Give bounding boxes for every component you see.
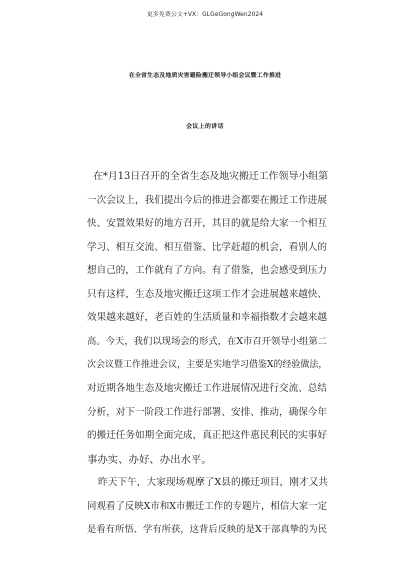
body-text-line: 学习、相互交流、相互借鉴、比学赶超的机会，看别人的 bbox=[87, 242, 327, 253]
document-title-line-1: 在全省生态及地质灾害避险搬迁领导小组会议暨工作推进 bbox=[128, 73, 282, 79]
body-text-line: 事办实、办好、办出水平。 bbox=[87, 454, 212, 466]
header-note: 更多免费公文+VX：GLGeGongWen2024 bbox=[146, 12, 264, 18]
body-text-line: 在*月13日召开的全省生态及地灾搬迁工作领导小组第 bbox=[93, 171, 328, 182]
body-text-line: 的搬迁任务如期全面完成，真正把这件惠民利民的实事好 bbox=[87, 430, 327, 441]
body-text-line: 分析，对下一阶段工作进行部署、安排、推动，确保今年 bbox=[87, 407, 327, 418]
body-text-line: 快、安置效果好的地方召开，其目的就是给大家一个相互 bbox=[87, 218, 327, 229]
body-text-line: 效果越来越好，老百姓的生活质量和幸福指数才会越来越 bbox=[87, 312, 327, 323]
body-text-line: 次会议暨工作推进会议，主要是实地学习借鉴X的经验做法， bbox=[87, 360, 328, 370]
body-text-line: 一次会议上，我们提出今后的推进会都要在搬迁工作进展 bbox=[87, 195, 327, 206]
body-text-line: 对近期各地生态及地灾搬迁工作进展情况进行交流、总结 bbox=[87, 383, 327, 394]
document-title-line-2: 会议上的讲话 bbox=[186, 124, 224, 130]
body-text-line: 是看有所悟、学有所获，这背后反映的是X干部真挚的为民 bbox=[87, 524, 327, 535]
body-text-line: 想自己的，工作就有了方向。有了借鉴，也会感受到压力 bbox=[87, 265, 327, 276]
body-text-line: 高。今天，我们以现场会的形式，在X市召开领导小组第二 bbox=[87, 336, 327, 347]
body-text-line: 同观看了反映X市和X市搬迁工作的专题片，相信大家一定 bbox=[87, 501, 327, 512]
body-text-line: 只有这样，生态及地灾搬迁这项工作才会进展越来越快、 bbox=[87, 289, 327, 300]
body-text-line: 昨天下午，大家现场观摩了X县的搬迁项目，刚才又共 bbox=[98, 477, 328, 488]
